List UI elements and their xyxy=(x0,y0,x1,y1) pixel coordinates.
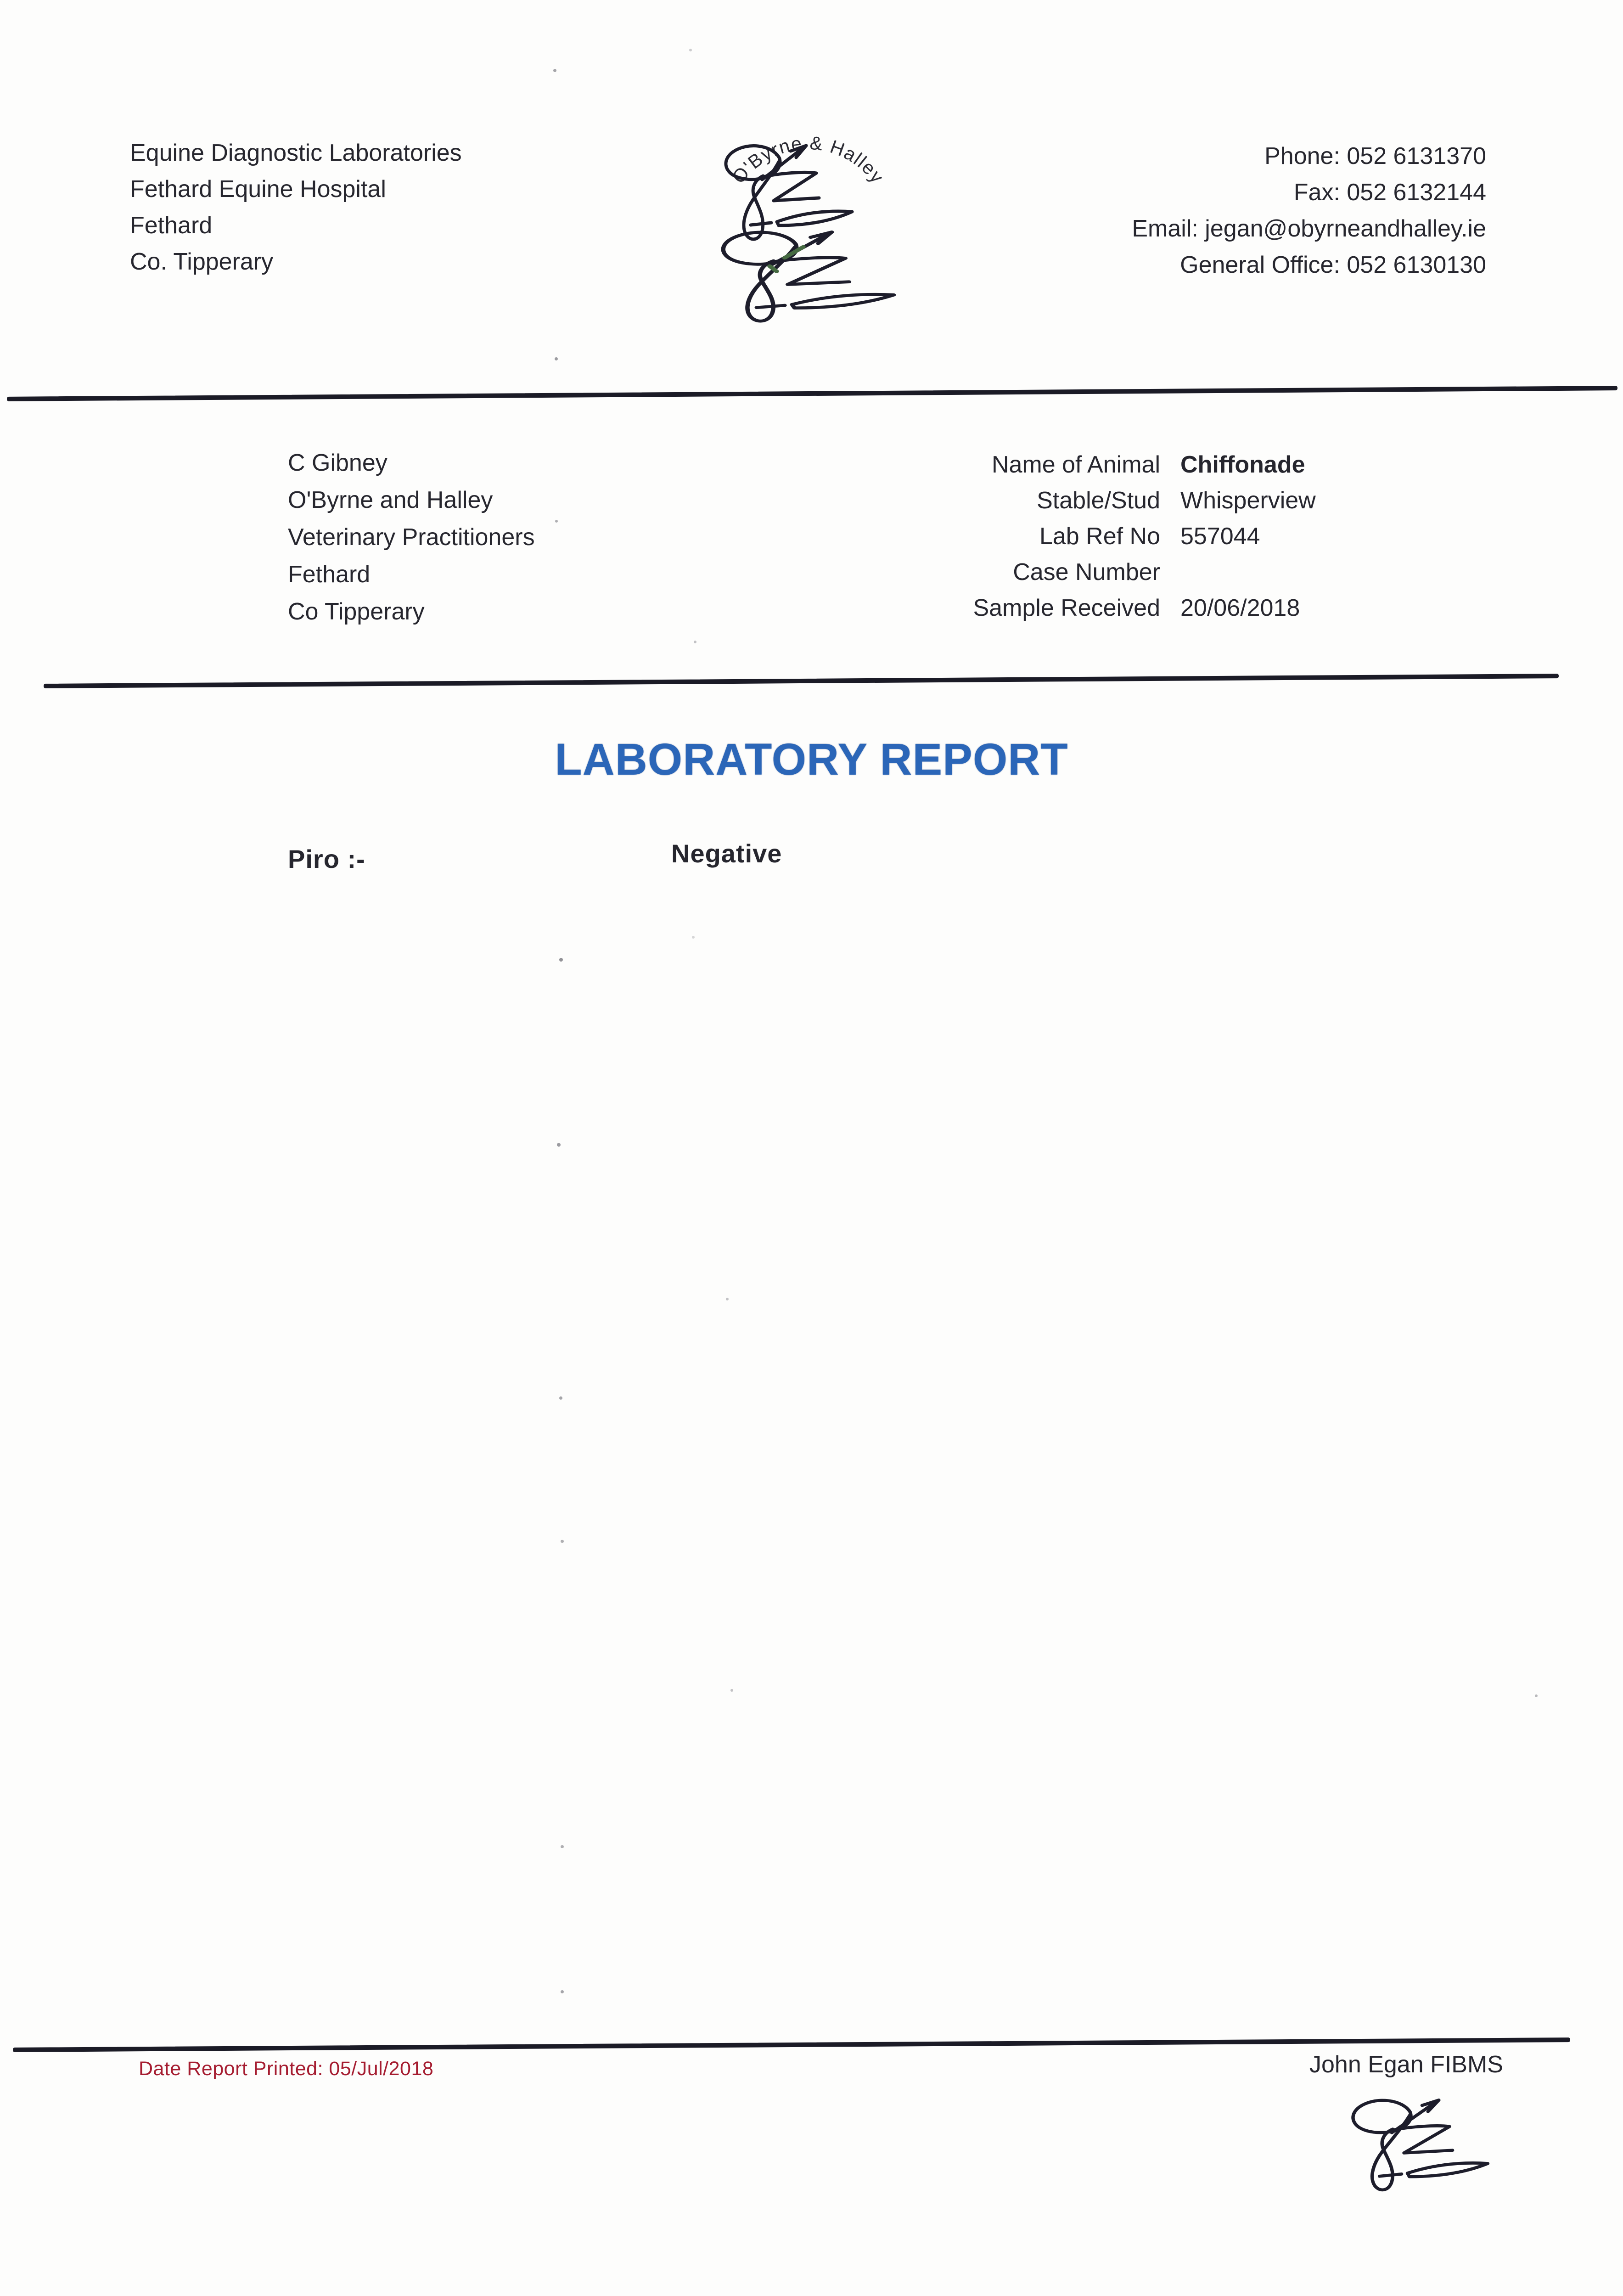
lab-address-block xyxy=(130,135,462,280)
footer-divider xyxy=(13,2037,1570,2052)
field-value-case-number xyxy=(1180,554,1557,590)
addressee-line: O'Byrne and Halley xyxy=(288,487,493,513)
result-value: Negative xyxy=(671,839,782,868)
email-line: Email: jegan@obyrneandhalley.ie xyxy=(1132,215,1486,242)
lab-address-line: Co. Tipperary xyxy=(130,248,274,275)
date-report-printed: Date Report Printed: 05/Jul/2018 xyxy=(139,2058,434,2080)
contact-block xyxy=(1027,138,1486,283)
header-divider xyxy=(7,386,1617,401)
addressee-line: Veterinary Practitioners xyxy=(288,524,535,551)
field-value-sample-received: 20/06/2018 xyxy=(1180,595,1300,621)
field-value-lab-ref-no: 557044 xyxy=(1180,523,1260,550)
result-label: Piro :- xyxy=(288,844,365,873)
field-label-stable-stud: Stable/Stud xyxy=(1037,487,1160,514)
field-label-lab-ref-no: Lab Ref No xyxy=(1039,523,1160,550)
general-office-line: General Office: 052 6130130 xyxy=(1180,252,1486,278)
lab-address-line: Fethard Equine Hospital xyxy=(130,176,386,203)
signatory-name: John Egan FIBMS xyxy=(1309,2051,1503,2078)
signature-icon xyxy=(1345,2094,1492,2200)
addressee-line: Fethard xyxy=(288,561,371,588)
field-label-sample-received: Sample Received xyxy=(973,595,1160,621)
lab-name: Equine Diagnostic Laboratories xyxy=(130,140,462,166)
fax-line: Fax: 052 6132144 xyxy=(1293,179,1486,206)
phone-line: Phone: 052 6131370 xyxy=(1264,143,1486,169)
addressee-block xyxy=(288,445,535,630)
logo-monogram-icon xyxy=(726,146,852,239)
field-label-case-number: Case Number xyxy=(1013,559,1160,585)
field-value-name-of-animal: Chiffonade xyxy=(1180,451,1305,478)
sample-info-labels xyxy=(872,447,1160,626)
addressee-line: Co Tipperary xyxy=(288,598,425,625)
lab-address-line: Fethard xyxy=(130,212,213,239)
field-label-name-of-animal: Name of Animal xyxy=(991,451,1160,478)
sample-info-values xyxy=(1180,447,1557,626)
section-divider xyxy=(44,674,1559,688)
page-title: LABORATORY REPORT xyxy=(555,734,1068,784)
practice-logo-icon xyxy=(707,131,909,347)
field-value-stable-stud: Whisperview xyxy=(1180,487,1316,514)
logo-arc-text: O'Byrne & Halley xyxy=(728,132,889,188)
addressee-name: C Gibney xyxy=(288,450,387,476)
